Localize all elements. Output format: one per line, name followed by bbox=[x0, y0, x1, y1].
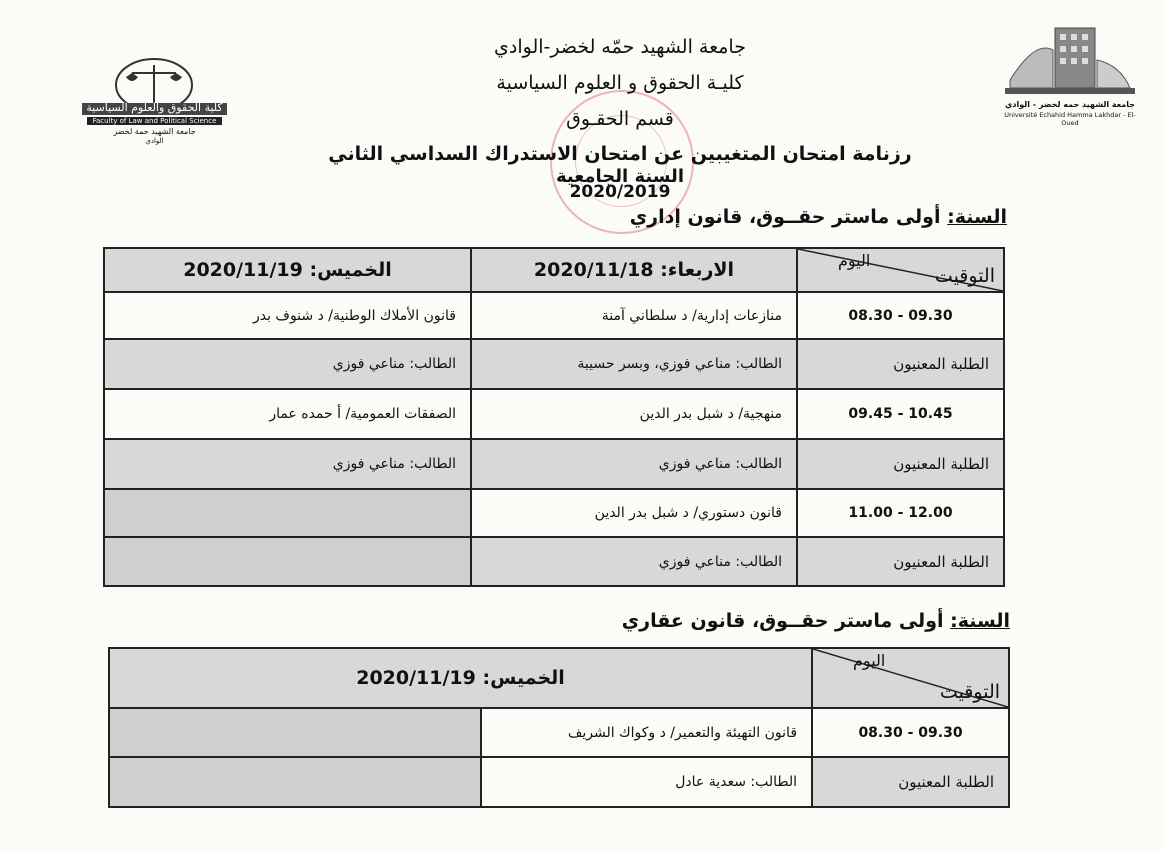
students-cell: الطالب: مناعي فوزي، وبسر حسيبة bbox=[471, 339, 797, 389]
exam-cell: منهجية/ د شبل بدر الدين bbox=[471, 389, 797, 439]
day-header: الخميس: 2020/11/19 bbox=[109, 648, 812, 708]
empty-cell bbox=[109, 708, 481, 757]
corner-cell bbox=[797, 248, 1004, 292]
section2-text: أولى ماستر حقــوق، قانون عقاري bbox=[621, 610, 944, 632]
students-label: الطلبة المعنيون bbox=[812, 757, 1009, 807]
day2-header: الخميس: 2020/11/19 bbox=[104, 248, 471, 292]
students-label: الطلبة المعنيون bbox=[797, 339, 1004, 389]
university-building-icon bbox=[1005, 20, 1135, 100]
section1-title bbox=[630, 206, 1007, 228]
empty-cell bbox=[104, 489, 471, 537]
time-slot: 12.00 - 11.00 bbox=[797, 489, 1004, 537]
table-row bbox=[104, 389, 1004, 439]
table-header-row bbox=[104, 248, 1004, 292]
day1-header: الاربعاء: 2020/11/18 bbox=[471, 248, 797, 292]
faculty-logo-ar: كلية الحقوق والعلوم السياسية bbox=[86, 101, 223, 114]
section2-label: السنة: bbox=[950, 610, 1010, 632]
exam-cell: منازعات إدارية/ د سلطاني آمنة bbox=[471, 292, 797, 339]
students-cell: الطالب: مناعي فوزي bbox=[104, 439, 471, 489]
students-label: الطلبة المعنيون bbox=[797, 439, 1004, 489]
faculty-logo bbox=[82, 55, 227, 150]
students-cell: الطالب: مناعي فوزي bbox=[104, 339, 471, 389]
exam-cell: قانون دستوري/ د شبل بدر الدين bbox=[471, 489, 797, 537]
students-cell: الطالب: سعدية عادل bbox=[481, 757, 812, 807]
corner-cell bbox=[812, 648, 1009, 708]
section2-table bbox=[108, 647, 1010, 808]
students-cell: الطالب: مناعي فوزي bbox=[471, 537, 797, 586]
faculty-name: كليـة الحقوق و العلوم السياسية bbox=[496, 72, 744, 94]
students-label: الطلبة المعنيون bbox=[797, 537, 1004, 586]
faculty-logo-univ: جامعة الشهيد حمة لخضر bbox=[113, 127, 196, 136]
exam-cell: قانون الأملاك الوطنية/ د شنوف بدر bbox=[104, 292, 471, 339]
academic-year-value-text: 2020/2019 bbox=[569, 182, 671, 202]
department-name: قسم الحقـوق bbox=[566, 108, 674, 130]
table-row bbox=[104, 489, 1004, 537]
academic-year-value bbox=[420, 182, 820, 202]
section1-label: السنة: bbox=[947, 206, 1007, 228]
academic-year-label-text: السنة الجامعية bbox=[555, 166, 684, 187]
table-row bbox=[109, 708, 1009, 757]
university-logo bbox=[1004, 20, 1136, 127]
section2-title bbox=[622, 610, 1010, 632]
document-title: رزنامة امتحان المتغيبين عن امتحان الاستدراك السداسي الثاني bbox=[328, 143, 912, 165]
faculty-logo-en: Faculty of Law and Political Science bbox=[92, 117, 217, 125]
university-logo-ar: جامعة الشهيد حمه لخضر - الوادي bbox=[1005, 100, 1135, 109]
empty-cell bbox=[104, 537, 471, 586]
university-logo-fr: Université Echahid Hamma Lakhdar - El-Oued bbox=[1004, 111, 1136, 127]
corner-day-label: اليوم bbox=[838, 251, 871, 270]
university-name: جامعة الشهيد حمّه لخضر-الوادي bbox=[494, 36, 746, 58]
time-slot: 09.30 - 08.30 bbox=[797, 292, 1004, 339]
time-slot: 10.45 - 09.45 bbox=[797, 389, 1004, 439]
exam-cell: الصفقات العمومية/ أ حمده عمار bbox=[104, 389, 471, 439]
corner-day-label: اليوم bbox=[853, 651, 886, 670]
time-slot: 09.30 - 08.30 bbox=[812, 708, 1009, 757]
students-cell: الطالب: مناعي فوزي bbox=[471, 439, 797, 489]
empty-cell bbox=[109, 757, 481, 807]
table-header-row bbox=[109, 648, 1009, 708]
section1-text: أولى ماستر حقــوق، قانون إداري bbox=[629, 206, 941, 228]
corner-time-label: التوقيت bbox=[939, 681, 1001, 703]
corner-time-label: التوقيت bbox=[934, 265, 995, 287]
faculty-logo-city: الوادي bbox=[145, 137, 164, 145]
table-row bbox=[104, 537, 1004, 586]
table-row bbox=[109, 757, 1009, 807]
exam-cell: قانون التهيئة والتعمير/ د وكواك الشريف bbox=[481, 708, 812, 757]
table-row bbox=[104, 439, 1004, 489]
table-row bbox=[104, 339, 1004, 389]
section1-table bbox=[103, 247, 1005, 587]
table-row bbox=[104, 292, 1004, 339]
